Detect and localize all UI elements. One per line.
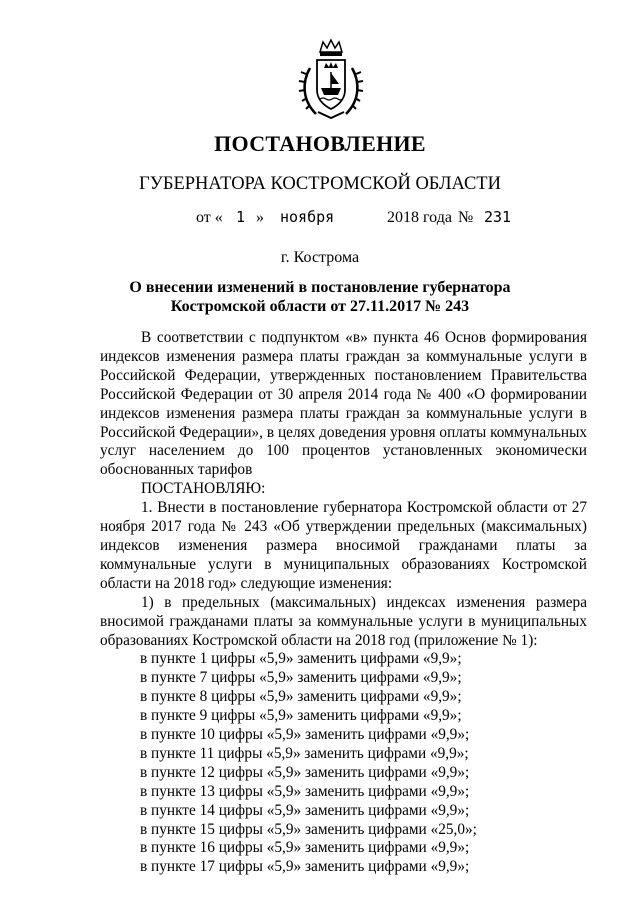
change-item: в пункте 13 цифры «5,9» заменить цифрами «9,9»; [140,782,470,800]
change-item: в пункте 8 цифры «5,9» заменить цифрами «9,9»; [140,688,462,706]
document-title: ПОСТАНОВЛЕНИЕ [214,131,426,156]
heading-line-1: О внесении изменений в постановление губернатора [129,279,511,296]
date-month: ноября [280,208,335,226]
change-item: в пункте 17 цифры «5,9» заменить цифрами «9,9»; [140,858,470,876]
document-number: 231 [484,208,512,226]
change-item: в пункте 1 цифры «5,9» заменить цифрами «9,9»; [140,650,462,668]
change-item: в пункте 10 цифры «5,9» заменить цифрами «9,9»; [140,726,470,744]
change-item: в пункте 11 цифры «5,9» заменить цифрами «9,9»; [140,744,469,762]
change-item: в пункте 9 цифры «5,9» заменить цифрами «9,9»; [140,707,462,725]
issuer-line: ГУБЕРНАТОРА КОСТРОМСКОЙ ОБЛАСТИ [139,174,501,194]
number-sign: № [458,209,474,226]
change-item: в пункте 12 цифры «5,9» заменить цифрами «9,9»; [140,763,470,781]
city-line: г. Кострома [280,249,360,266]
change-item: в пункте 14 цифры «5,9» заменить цифрами «9,9»; [140,801,470,819]
date-prefix: от « [196,209,223,226]
date-year: 2018 года [387,209,452,226]
heading-line-2: Костромской области от 27.11.2017 № 243 [170,298,470,315]
date-mid: » [256,209,264,226]
preamble-paragraph: В соответствии с подпунктом «в» пункта 46 Основ формирования индексов изменения размера платы граждан за коммунальные услуги в Российской Федерации, утвержденных постановлением Правительства Российской Федерации от 30 апреля 2014 года № 400 «О формировании индексов изменения размера платы граждан за коммунальные услуги в Российской Федерации», в целях доведения уровня оплаты коммунальных услуг населением до 100 процентов установленных экономически обоснованных тарифов [100,329,587,479]
subitem-1-paragraph: 1) в предельных (максимальных) индексах изменения размера вносимой гражданами платы за коммунальные услуги в муниципальных образованиях Костромской области на 2018 год (приложение № 1): [100,593,587,649]
item-1-paragraph: 1. Внести в постановление губернатора Костромской области от 27 ноября 2017 года № 243 «Об утверждении предельных (максимальных) индексов изменения размера вносимой гражданами платы за коммунальные услуги в муниципальных образованиях Костромской области на 2018 год» следующие изменения: [100,499,587,592]
decree-word: ПОСТАНОВЛЯЮ: [141,480,266,498]
document-heading [0,278,640,316]
date-day: 1 [236,208,246,226]
document-body [100,329,587,877]
change-item: в пункте 16 цифры «5,9» заменить цифрами «9,9»; [140,839,470,857]
change-item: в пункте 7 цифры «5,9» заменить цифрами «9,9»; [140,669,462,687]
coat-of-arms-emblem [296,38,366,122]
change-item: в пункте 15 цифры «5,9» заменить цифрами «25,0»; [140,820,477,838]
